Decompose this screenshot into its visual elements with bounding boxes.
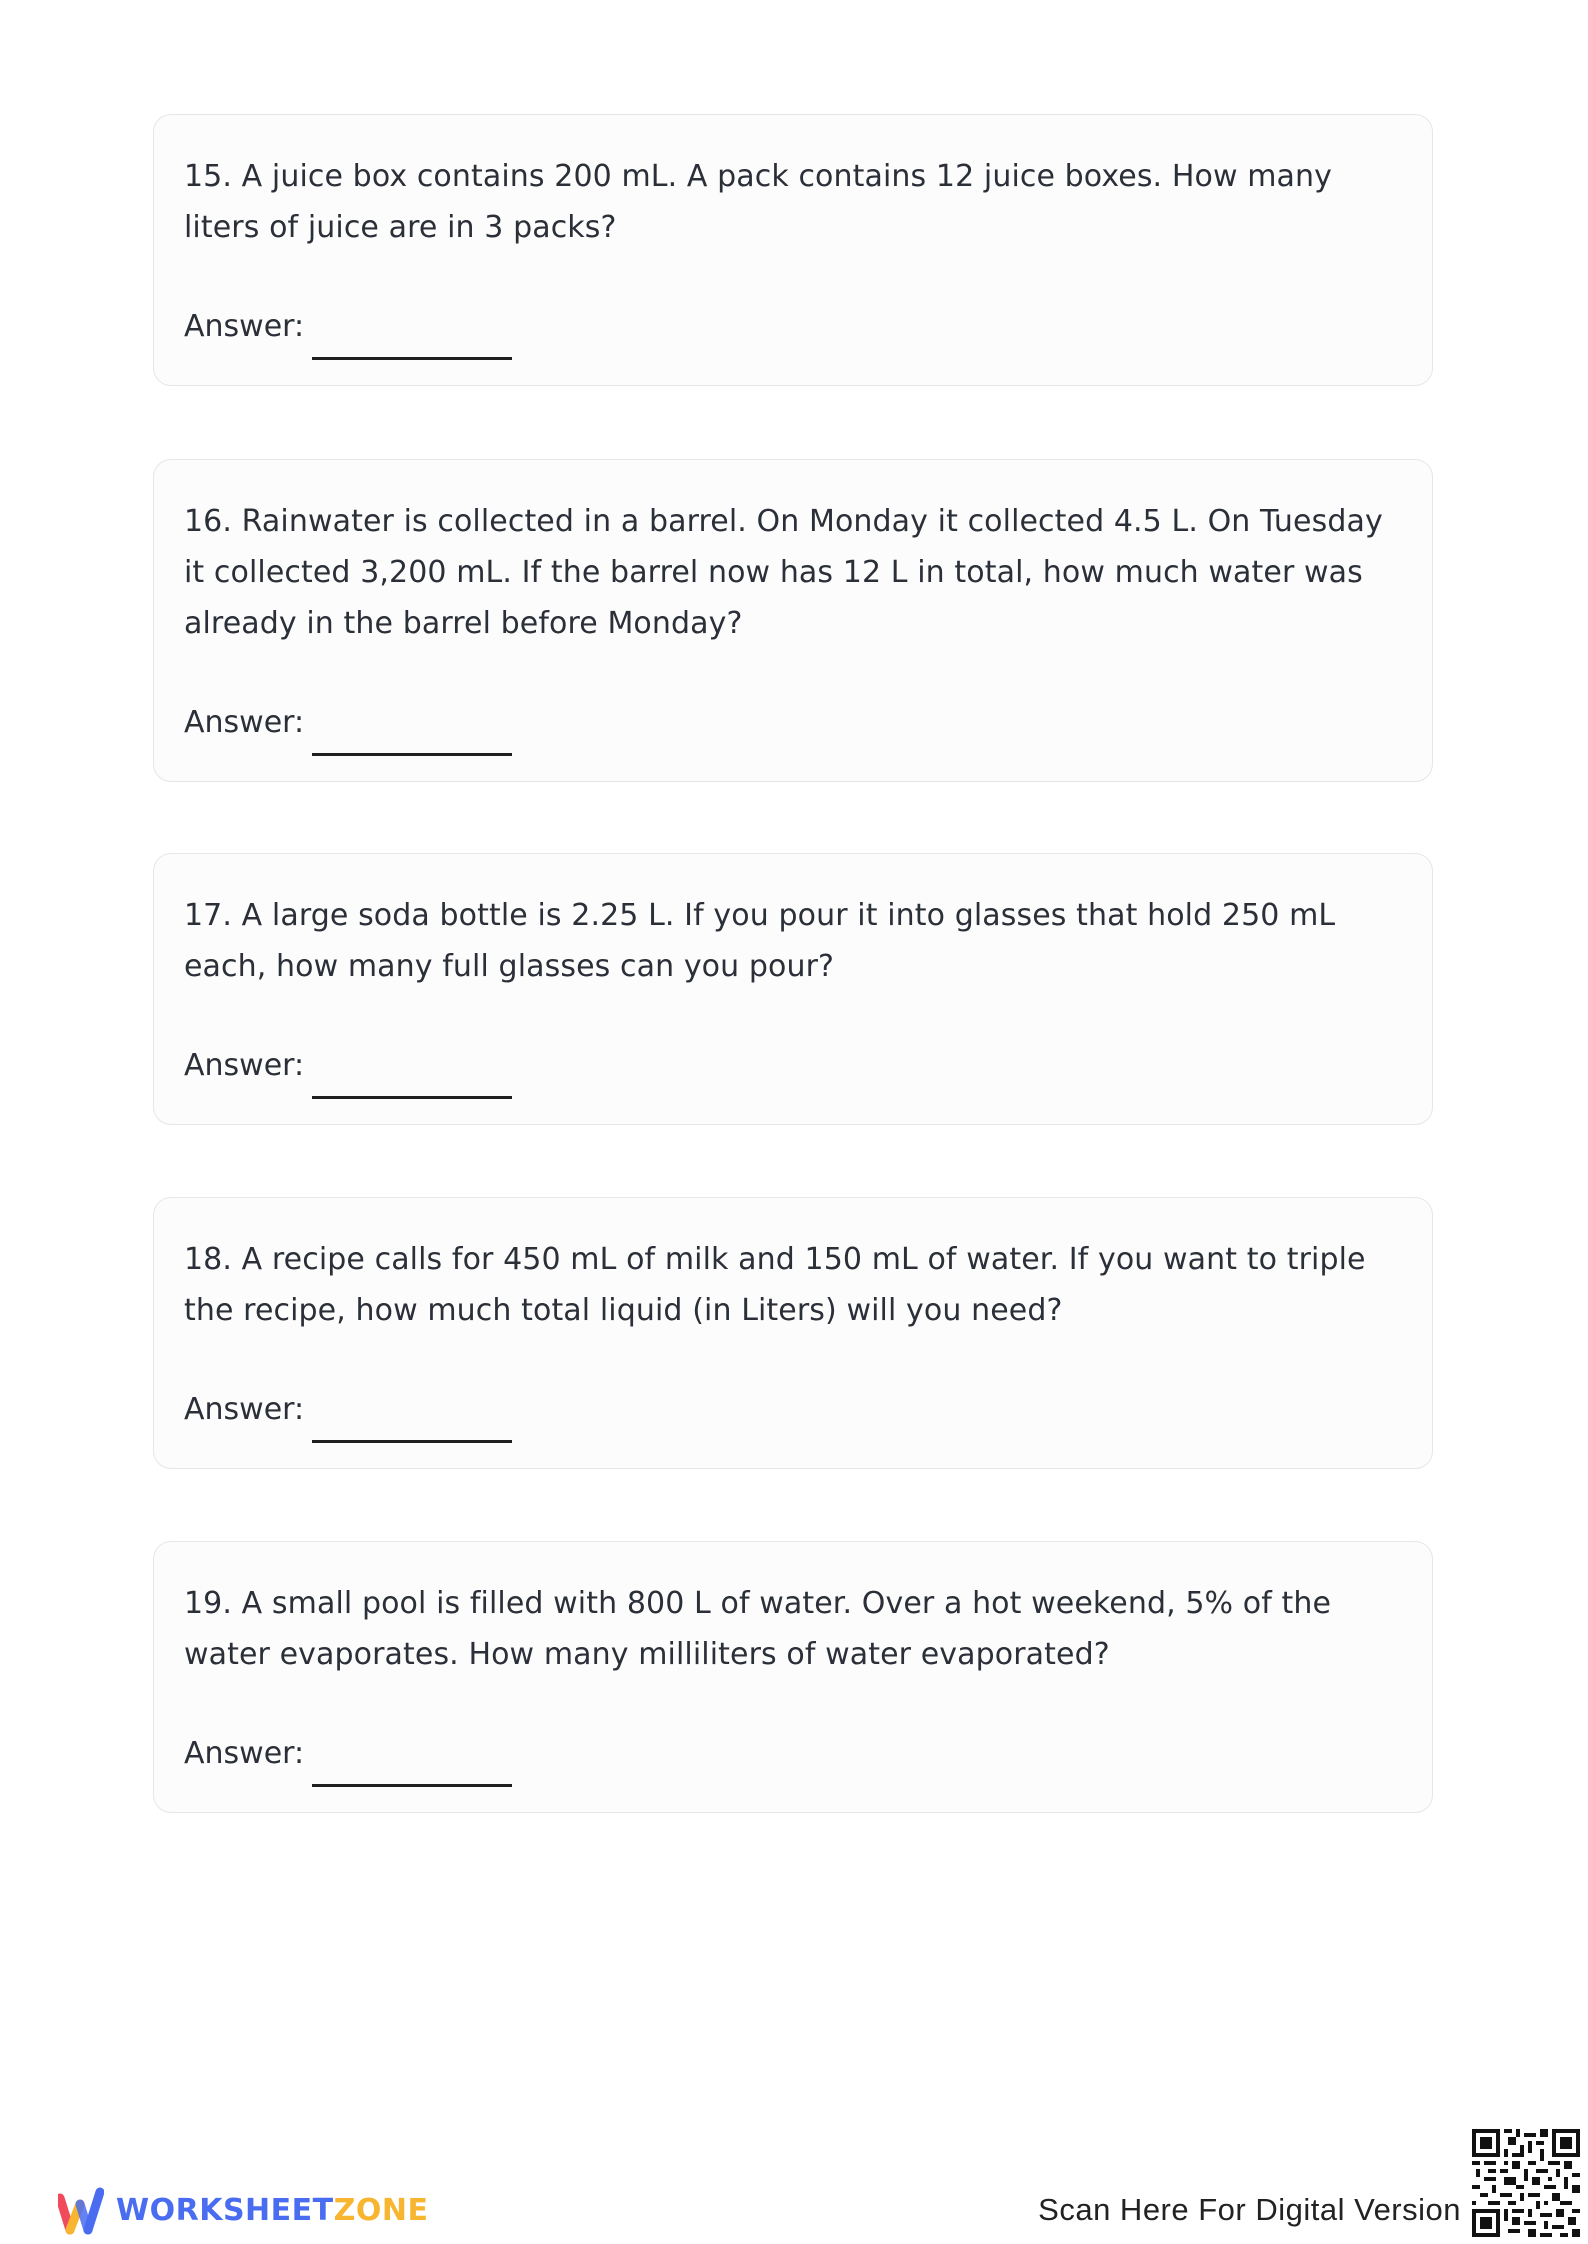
question-card-17 xyxy=(153,853,1433,1125)
question-text: 17. A large soda bottle is 2.25 L. If you pour it into glasses that hold 250 mL each, how many full glasses can you pour? xyxy=(184,898,1336,984)
brand-name xyxy=(116,2193,428,2228)
question-text: 16. Rainwater is collected in a barrel. On Monday it collected 4.5 L. On Tuesday it collected 3,200 mL. If the barrel now has 12 L in total, how much water was already in the barrel before Monday? xyxy=(184,504,1383,641)
question-text: 18. A recipe calls for 450 mL of milk and 150 mL of water. If you want to triple the recipe, how much total liquid (in Liters) will you need? xyxy=(184,1242,1366,1328)
worksheetzone-logo[interactable] xyxy=(58,2184,428,2236)
worksheetzone-logo-icon xyxy=(58,2184,104,2236)
answer-blank[interactable] xyxy=(312,1400,512,1443)
brand-part-1: WORKSHEET xyxy=(116,2192,334,2228)
answer-blank[interactable] xyxy=(312,713,512,756)
answer-row xyxy=(184,1390,512,1430)
answer-row xyxy=(184,1046,512,1086)
answer-label: Answer: xyxy=(184,1048,305,1083)
brand-part-2: ZONE xyxy=(333,2192,429,2228)
scan-here-text: Scan Here For Digital Version xyxy=(1038,2192,1461,2227)
question-card-16 xyxy=(153,459,1433,782)
answer-row xyxy=(184,703,512,743)
answer-label: Answer: xyxy=(184,309,305,344)
question-card-19 xyxy=(153,1541,1433,1813)
answer-label: Answer: xyxy=(184,1392,305,1427)
question-text: 15. A juice box contains 200 mL. A pack contains 12 juice boxes. How many liters of juice are in 3 packs? xyxy=(184,159,1332,245)
qr-code-icon[interactable] xyxy=(1472,2129,1580,2237)
question-text: 19. A small pool is filled with 800 L of water. Over a hot weekend, 5% of the water evaporates. How many milliliters of water evaporated? xyxy=(184,1586,1332,1672)
answer-label: Answer: xyxy=(184,1736,305,1771)
question-card-15 xyxy=(153,114,1433,386)
answer-row xyxy=(184,307,512,347)
question-card-18 xyxy=(153,1197,1433,1469)
answer-blank[interactable] xyxy=(312,317,512,360)
answer-blank[interactable] xyxy=(312,1744,512,1787)
answer-label: Answer: xyxy=(184,705,305,740)
answer-row xyxy=(184,1734,512,1774)
answer-blank[interactable] xyxy=(312,1056,512,1099)
